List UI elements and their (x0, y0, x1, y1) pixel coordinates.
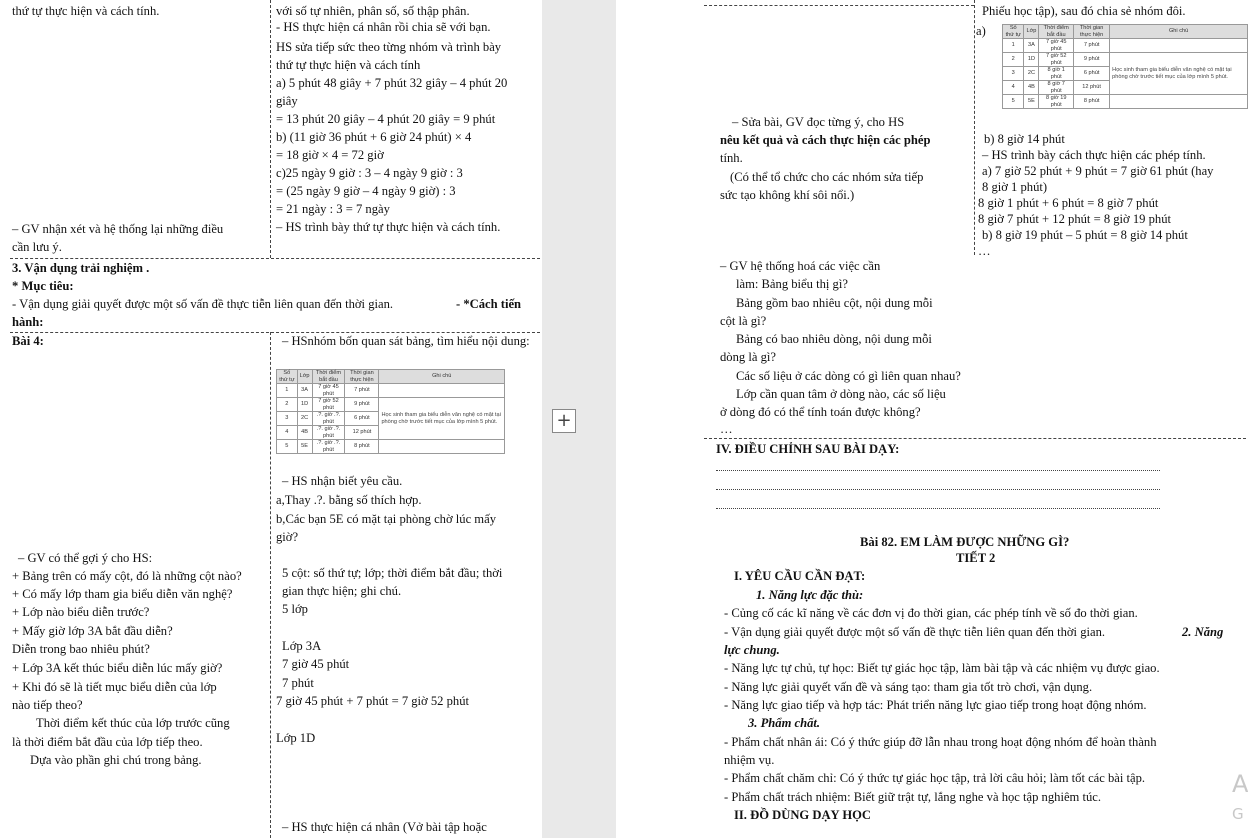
text-line: - Phẩm chất chăm chỉ: Có ý thức tự giác học tập, trả lời câu hỏi; làm tốt các bài tập. (724, 771, 1146, 785)
table-cell: 9 phút (1074, 53, 1110, 67)
divider (704, 5, 974, 6)
table-cell: 2 (1003, 53, 1024, 67)
text-line: = 18 giờ × 4 = 72 giờ (276, 148, 384, 162)
column-divider (270, 332, 271, 838)
schedule-table (276, 369, 505, 454)
table-cell: 4B (297, 426, 312, 440)
text-line: c)25 ngày 9 giờ : 3 – 4 ngày 9 giờ : 3 (276, 166, 463, 180)
text-line: – GV có thể gợi ý cho HS: (18, 551, 153, 565)
divider (10, 258, 540, 259)
text-line: là thời điểm bắt đầu của lớp tiếp theo. (12, 735, 203, 749)
table-cell: .?. giờ .?. phút (312, 440, 345, 454)
table-cell: 3A (1024, 39, 1039, 53)
table-row (1003, 39, 1248, 53)
section-heading: lực chung. (724, 643, 780, 657)
text-line: - HS thực hiện cá nhân rồi chia sẽ với bạn. (276, 20, 491, 34)
text-line: với số tự nhiên, phân số, số thập phân. (276, 4, 470, 18)
text-line: – GV hệ thống hoá các việc cần (720, 259, 881, 273)
text-line: - Phẩm chất nhân ái: Có ý thức giúp đỡ lẫn nhau trong hoạt động nhóm để hoàn thành (724, 735, 1157, 749)
table-cell: 7 phút (345, 384, 379, 398)
column-divider (270, 0, 271, 258)
text-line: tính. (720, 151, 743, 165)
table-header-cell: Lớp (1024, 25, 1039, 39)
text-line: làm: Bảng biểu thị gì? (736, 277, 848, 291)
text-line: – HS thực hiện cá nhân (Vở bài tập hoặc (282, 820, 487, 834)
text-line: nào tiếp theo? (12, 698, 83, 712)
table-header-row (1003, 25, 1248, 39)
table-row (277, 398, 505, 412)
section-heading: 2. Năng (1182, 625, 1224, 639)
text-line: Phiếu học tập), sau đó chia sẻ nhóm đôi. (982, 4, 1186, 18)
table-cell: 5E (297, 440, 312, 454)
text-line: cần lưu ý. (12, 240, 62, 254)
table-cell: 8 phút (345, 440, 379, 454)
text-line: a,Thay .?. bằng số thích hợp. (276, 493, 422, 507)
text-line: gian thực hiện; ghi chú. (282, 584, 402, 598)
lesson-subtitle: TIẾT 2 (956, 551, 996, 565)
table-header-cell: Ghi chú (1110, 25, 1248, 39)
table-cell (379, 384, 505, 398)
text-line: nhiệm vụ. (724, 753, 775, 767)
blank-line (716, 489, 1160, 490)
text-line: 7 giờ 45 phút + 7 phút = 7 giờ 52 phút (276, 694, 469, 708)
section-heading: hành: (12, 315, 44, 329)
document-page-left (0, 0, 542, 838)
table-cell (1110, 95, 1248, 109)
text-line: – HSnhóm bốn quan sát bảng, tìm hiểu nội dung: (282, 334, 530, 348)
text-line: = 13 phút 20 giây – 4 phút 20 giây = 9 phút (276, 112, 496, 126)
text-line: – GV nhận xét và hệ thống lại những điều (12, 222, 224, 236)
text-line: ở dòng đó có thể tính toán được không? (720, 405, 921, 419)
divider (704, 438, 1246, 439)
table-row (1003, 95, 1248, 109)
text-line: + Bảng trên có mấy cột, đó là những cột nào? (12, 569, 242, 583)
edge-letter: G (1232, 805, 1244, 823)
table-cell: 4 (277, 426, 298, 440)
text-line: b) 8 giờ 14 phút (984, 132, 1065, 146)
text-line: b) 8 giờ 19 phút – 5 phút = 8 giờ 14 phút (982, 228, 1188, 242)
text-line: 7 phút (282, 676, 314, 690)
table-cell: 1D (1024, 53, 1039, 67)
table-cell (1110, 39, 1248, 53)
table-cell: 2C (1024, 67, 1039, 81)
table-cell: 6 phút (345, 412, 379, 426)
text-line: sức tạo không khí sôi nổi.) (720, 188, 855, 202)
text-line: giờ? (276, 530, 299, 544)
text-line: Diễn trong bao nhiêu phút? (12, 642, 150, 656)
text-line: 8 giờ 7 phút + 12 phút = 8 giờ 19 phút (978, 212, 1171, 226)
text-line: 7 giờ 45 phút (282, 657, 350, 671)
section-title: IV. ĐIỀU CHỈNH SAU BÀI DẠY: (716, 442, 900, 456)
text-line: + Mấy giờ lớp 3A bắt đầu diễn? (12, 624, 173, 638)
table-cell: 12 phút (1074, 81, 1110, 95)
table-row (277, 440, 505, 454)
table-header-cell: Số thứ tự (1003, 25, 1024, 39)
text-line: 5 cột: số thứ tự; lớp; thời điểm bắt đầu; thời (282, 566, 503, 580)
text-line: + Có mấy lớp tham gia biểu diễn văn nghệ? (12, 587, 233, 601)
text-line: 8 giờ 1 phút + 6 phút = 8 giờ 7 phút (978, 196, 1159, 210)
section-heading: 1. Năng lực đặc thù: (756, 588, 864, 602)
table-cell: 8 giờ 1 phút (1039, 67, 1074, 81)
text-line: + Khi đó sẽ là tiết mục biểu diễn của lớp (12, 680, 217, 694)
text-line: … (978, 244, 991, 258)
exercise-title: Bài 4: (12, 334, 44, 348)
table-cell: 5 (277, 440, 298, 454)
text-line: = 21 ngày : 3 = 7 ngày (276, 202, 390, 216)
text-line: Dựa vào phần ghi chú trong bảng. (30, 753, 202, 767)
text-line: - Vận dụng giải quyết được một số vấn đề thực tiễn liên quan đến thời gian. (724, 625, 1106, 639)
table-header-cell: Ghi chú (379, 370, 505, 384)
divider (10, 332, 540, 333)
table-cell: 8 phút (1074, 95, 1110, 109)
text-line: a) 7 giờ 52 phút + 9 phút = 7 giờ 61 phút (hay (982, 164, 1214, 178)
text-line: = (25 ngày 9 giờ – 4 ngày 9 giờ) : 3 (276, 184, 456, 198)
text-line: Lớp cần quan tâm ở dòng nào, các số liệu (736, 387, 946, 401)
table-cell: 3 (277, 412, 298, 426)
text-line: thứ tự thực hiện và cách tính. (12, 4, 160, 18)
table-cell: 6 phút (1074, 67, 1110, 81)
text-line: Bảng có bao nhiêu dòng, nội dung mỗi (736, 332, 932, 346)
text-line: b,Các bạn 5E có mặt tại phòng chờ lúc mấy (276, 512, 496, 526)
text-line: + Lớp 3A kết thúc biểu diễn lúc mấy giờ? (12, 661, 223, 675)
text-line: - Năng lực giải quyết vấn đề và sáng tạo: tham gia tốt trò chơi, vận dụng. (724, 680, 1093, 694)
text-line: Lớp 1D (276, 731, 316, 745)
text-line: - Phẩm chất trách nhiệm: Biết giữ trật tự, lắng nghe và học tập nghiêm túc. (724, 790, 1102, 804)
table-header-cell: Thời điểm bắt đầu (1039, 25, 1074, 39)
text-line: b) (11 giờ 36 phút + 6 giờ 24 phút) × 4 (276, 130, 472, 144)
text-line: 8 giờ 1 phút) (982, 180, 1048, 194)
section-title: I. YÊU CẦU CẦN ĐẠT: (734, 569, 866, 583)
edge-letter: A (1232, 770, 1248, 798)
text-line: (Có thể tổ chức cho các nhóm sửa tiếp (730, 170, 924, 184)
text-line: + Lớp nào biểu diễn trước? (12, 605, 150, 619)
table-cell: 8 giờ 19 phút (1039, 95, 1074, 109)
table-note-cell: Học sinh tham gia biểu diễn văn nghệ có mặt tại phòng chờ trước tiết mục của lớp mình 5 phút. (1110, 53, 1248, 95)
text-line: - Củng cố các kĩ năng về các đơn vị đo thời gian, các phép tính về số đo thời gian. (724, 606, 1138, 620)
text-line: Lớp 3A (282, 639, 322, 653)
section-heading: * Mục tiêu: (12, 279, 74, 293)
table-header-cell: Số thứ tự (277, 370, 298, 384)
table-row (277, 384, 505, 398)
table-cell: 5 (1003, 95, 1024, 109)
text-line: giây (276, 94, 298, 108)
table-header-cell: Thời gian thực hiện (345, 370, 379, 384)
table-row (1003, 53, 1248, 67)
text-line: cột là gì? (720, 314, 767, 328)
table-note-cell: Học sinh tham gia biểu diễn văn nghệ có mặt tại phòng chờ trước tiết mục của lớp mình 5 phút. (379, 398, 505, 440)
text-line: thứ tự thực hiện và cách tính (276, 58, 421, 72)
table-cell: 12 phút (345, 426, 379, 440)
table-cell: 7 giờ 45 phút (1039, 39, 1074, 53)
table-cell: 2 (277, 398, 298, 412)
text-line: – HS trình bày thứ tự thực hiện và cách tính. (276, 220, 501, 234)
table-header-cell: Thời gian thực hiện (1074, 25, 1110, 39)
label: a) (976, 24, 986, 38)
text-line: – Sửa bài, GV đọc từng ý, cho HS (732, 115, 905, 129)
document-page-right (616, 0, 1248, 838)
table-cell: 3A (297, 384, 312, 398)
text-line: Bảng gồm bao nhiêu cột, nội dung mỗi (736, 296, 933, 310)
table-header-row (277, 370, 505, 384)
section-title: 3. Vận dụng trải nghiệm . (12, 261, 150, 275)
table-cell: 2C (297, 412, 312, 426)
table-cell: 3 (1003, 67, 1024, 81)
table-cell: 9 phút (345, 398, 379, 412)
text-line: – HS trình bày cách thực hiện các phép tính. (982, 148, 1206, 162)
text-line: … (720, 422, 733, 436)
schedule-table-filled (1002, 24, 1248, 109)
text-line: Thời điểm kết thúc của lớp trước cũng (36, 716, 230, 730)
table-cell: 1 (1003, 39, 1024, 53)
table-cell: 7 giờ 52 phút (1039, 53, 1074, 67)
blank-line (716, 470, 1160, 471)
table-cell: .?. giờ .?. phút (312, 412, 345, 426)
lesson-title: Bài 82. EM LÀM ĐƯỢC NHỮNG GÌ? (860, 535, 1070, 549)
text-line: – HS nhận biết yêu cầu. (282, 474, 403, 488)
text-line: - Năng lực tự chủ, tự học: Biết tự giác học tập, làm bài tập và các nhiệm vụ được giao. (724, 661, 1160, 675)
table-cell: 7 giờ 52 phút (312, 398, 345, 412)
table-cell: 8 giờ 7 phút (1039, 81, 1074, 95)
text-line: a) 5 phút 48 giây + 7 phút 32 giây – 4 phút 20 (276, 76, 508, 90)
table-cell: 7 phút (1074, 39, 1110, 53)
text-line: nêu kết quả và cách thực hiện các phép (720, 133, 931, 147)
text-line: HS sửa tiếp sức theo từng nhóm và trình bày (276, 40, 502, 54)
section-heading: - *Cách tiến (456, 297, 522, 311)
table-cell: 1D (297, 398, 312, 412)
text-line: Các số liệu ở các dòng có gì liên quan nhau? (736, 369, 961, 383)
add-button[interactable]: + (552, 409, 576, 433)
blank-line (716, 508, 1160, 509)
section-heading: 3. Phẩm chất. (748, 716, 821, 730)
table-cell: 7 giờ 45 phút (312, 384, 345, 398)
table-cell (379, 440, 505, 454)
table-cell: 4B (1024, 81, 1039, 95)
table-cell: 5E (1024, 95, 1039, 109)
section-title: II. ĐỒ DÙNG DẠY HỌC (734, 808, 872, 822)
text-line: dòng là gì? (720, 350, 776, 364)
text-line: 5 lớp (282, 602, 308, 616)
table-header-cell: Lớp (297, 370, 312, 384)
column-divider (974, 0, 975, 255)
table-cell: .?. giờ .?. phút (312, 426, 345, 440)
table-cell: 1 (277, 384, 298, 398)
text-line: - Vận dụng giải quyết được một số vấn đề thực tiễn liên quan đến thời gian. (12, 297, 394, 311)
table-cell: 4 (1003, 81, 1024, 95)
table-header-cell: Thời điểm bắt đầu (312, 370, 345, 384)
text-line: - Năng lực giao tiếp và hợp tác: Phát triển năng lực giao tiếp trong hoạt động nhóm. (724, 698, 1147, 712)
